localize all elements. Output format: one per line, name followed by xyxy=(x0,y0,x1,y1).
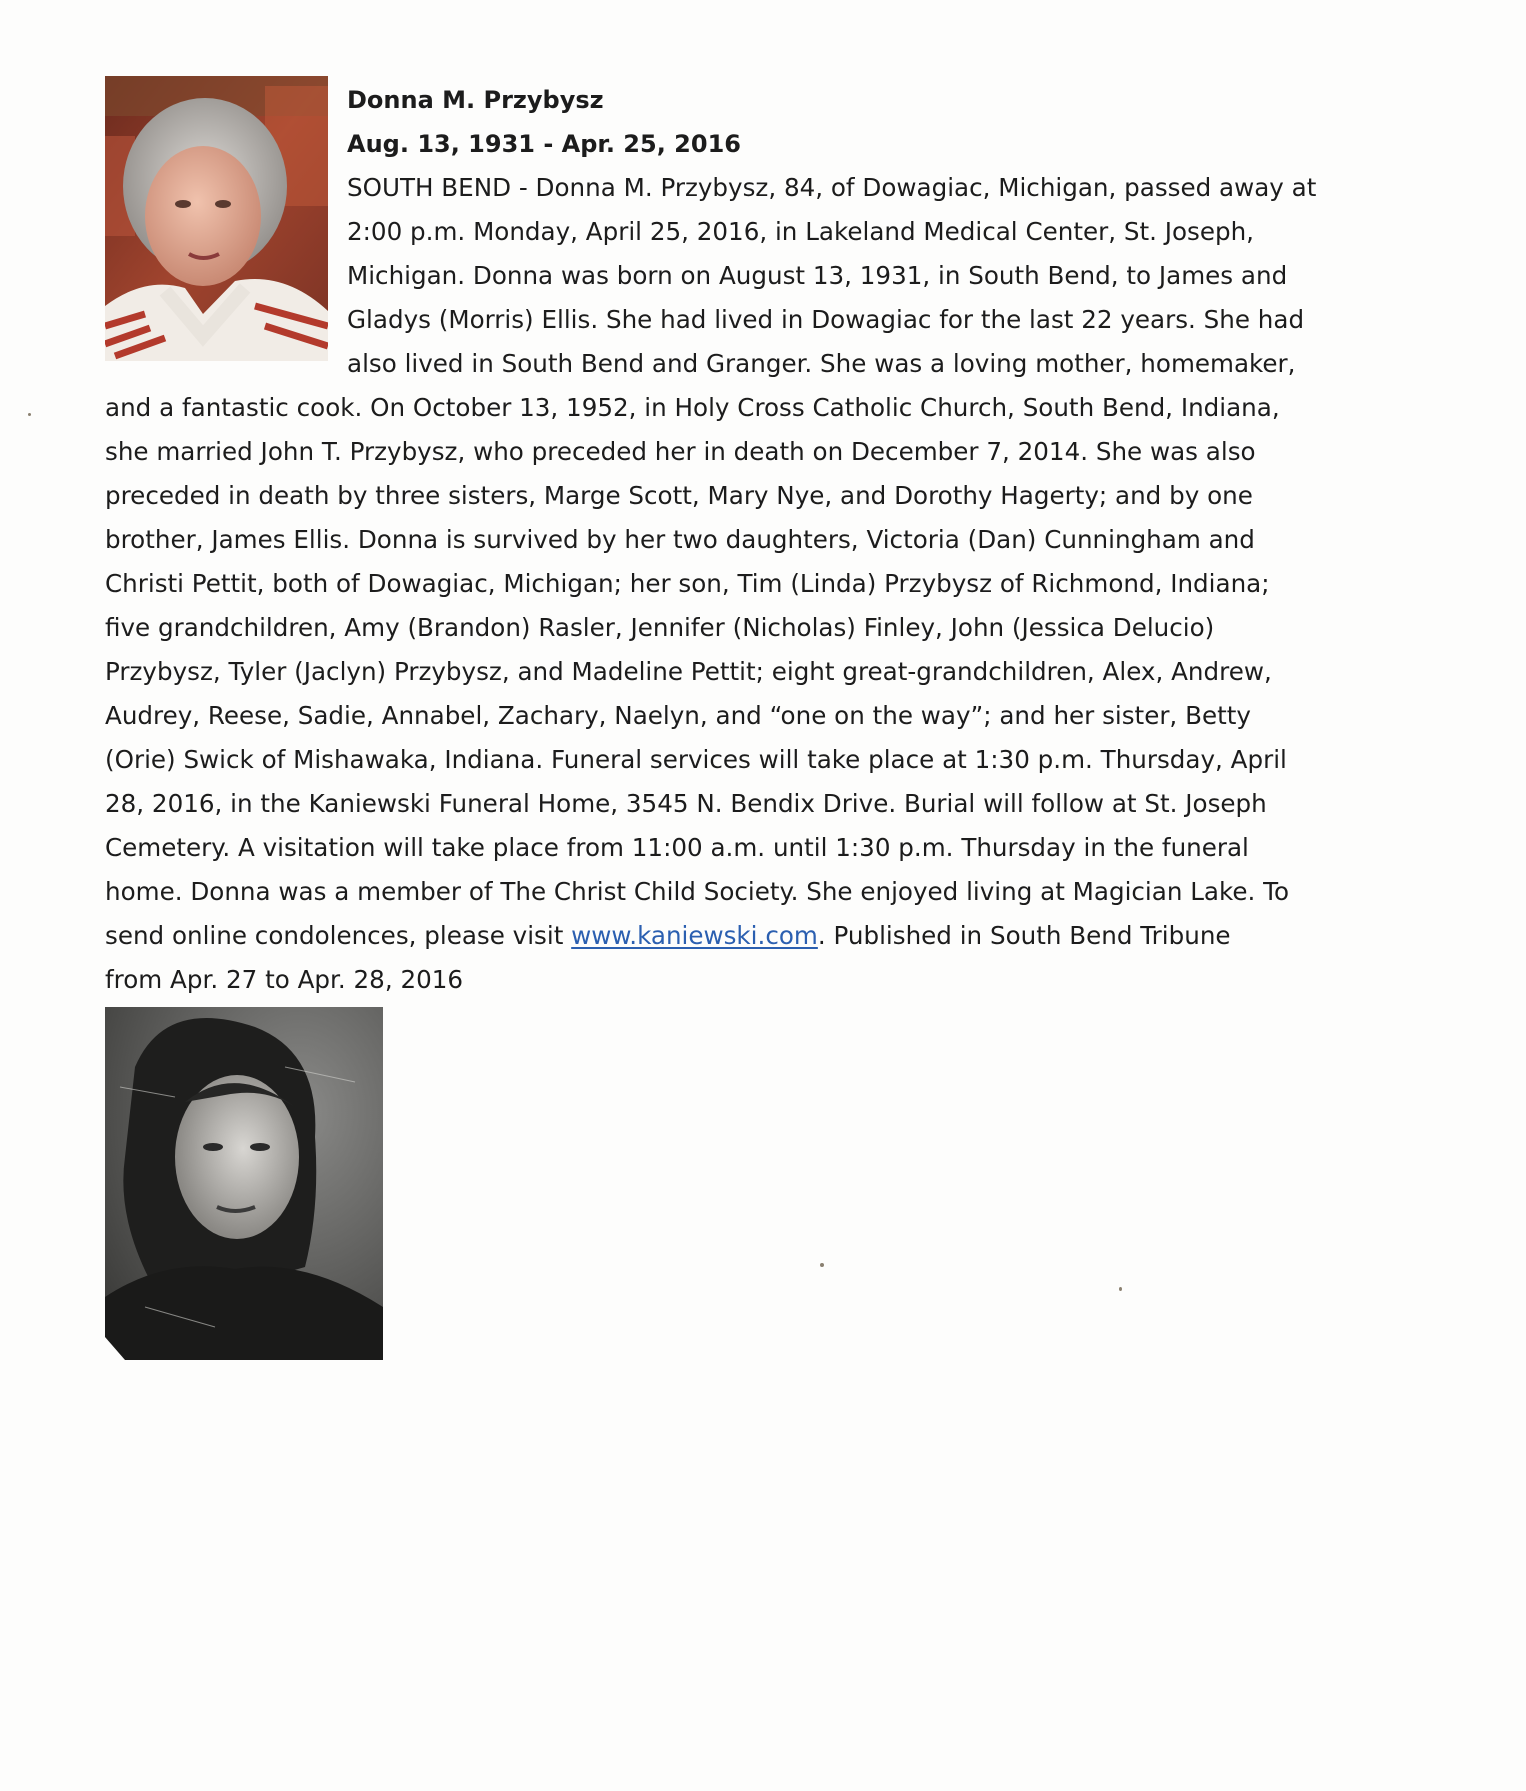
obituary-line: she married John T. Przybysz, who preceded her in death on December 7, 2014. She was also xyxy=(105,437,1256,466)
obituary-line: Michigan. Donna was born on August 13, 1931, in South Bend, to James and xyxy=(347,261,1288,290)
obituary-line: 28, 2016, in the Kaniewski Funeral Home, 3545 N. Bendix Drive. Burial will follow at St. Joseph xyxy=(105,789,1267,818)
obituary-line: brother, James Ellis. Donna is survived by her two daughters, Victoria (Dan) Cunningham and xyxy=(105,525,1255,554)
obituary-line: preceded in death by three sisters, Marge Scott, Mary Nye, and Dorothy Hagerty; and by one xyxy=(105,481,1253,510)
obituary-line: Gladys (Morris) Ellis. She had lived in Dowagiac for the last 22 years. She had xyxy=(347,305,1305,334)
obituary-line-with-link xyxy=(105,914,1420,958)
obituary-line: and a fantastic cook. On October 13, 1952, in Holy Cross Catholic Church, South Bend, Indiana, xyxy=(105,393,1280,422)
obituary-line: 2:00 p.m. Monday, April 25, 2016, in Lakeland Medical Center, St. Joseph, xyxy=(347,217,1255,246)
obituary-line: (Orie) Swick of Mishawaka, Indiana. Funeral services will take place at 1:30 p.m. Thursday, April xyxy=(105,745,1287,774)
obituary-line: Cemetery. A visitation will take place from 11:00 a.m. until 1:30 p.m. Thursday in the funeral xyxy=(105,833,1249,862)
obituary-line: five grandchildren, Amy (Brandon) Rasler, Jennifer (Nicholas) Finley, John (Jessica Delucio) xyxy=(105,613,1215,642)
obituary-line: Audrey, Reese, Sadie, Annabel, Zachary, Naelyn, and “one on the way”; and her sister, Betty xyxy=(105,701,1251,730)
obituary-line: home. Donna was a member of The Christ Child Society. She enjoyed living at Magician Lake. To xyxy=(105,877,1290,906)
obituary-text xyxy=(105,166,1420,1002)
link-prefix-text: send online condolences, please visit xyxy=(105,921,572,950)
obituary-name: Donna M. Przybysz xyxy=(347,86,604,114)
obituary-line: SOUTH BEND - Donna M. Przybysz, 84, of Dowagiac, Michigan, passed away at xyxy=(347,173,1317,202)
scan-speck xyxy=(1119,1287,1122,1291)
obituary-line: also lived in South Bend and Granger. She was a loving mother, homemaker, xyxy=(347,349,1296,378)
obituary-line: Przybysz, Tyler (Jaclyn) Przybysz, and Madeline Pettit; eight great-grandchildren, Alex, Andrew, xyxy=(105,657,1272,686)
obituary-last-line: from Apr. 27 to Apr. 28, 2016 xyxy=(105,965,464,994)
scan-speck xyxy=(28,413,31,416)
obituary-line: Christi Pettit, both of Dowagiac, Michigan; her son, Tim (Linda) Przybysz of Richmond, Indiana; xyxy=(105,569,1270,598)
obituary-header xyxy=(347,78,1407,166)
kaniewski-website-link[interactable]: www.kaniewski.com xyxy=(571,921,818,950)
obituary-dates: Aug. 13, 1931 - Apr. 25, 2016 xyxy=(347,130,741,158)
scan-speck xyxy=(820,1263,824,1267)
portrait-photo-young xyxy=(105,1007,383,1360)
link-suffix-text: . Published in South Bend Tribune xyxy=(817,921,1231,950)
